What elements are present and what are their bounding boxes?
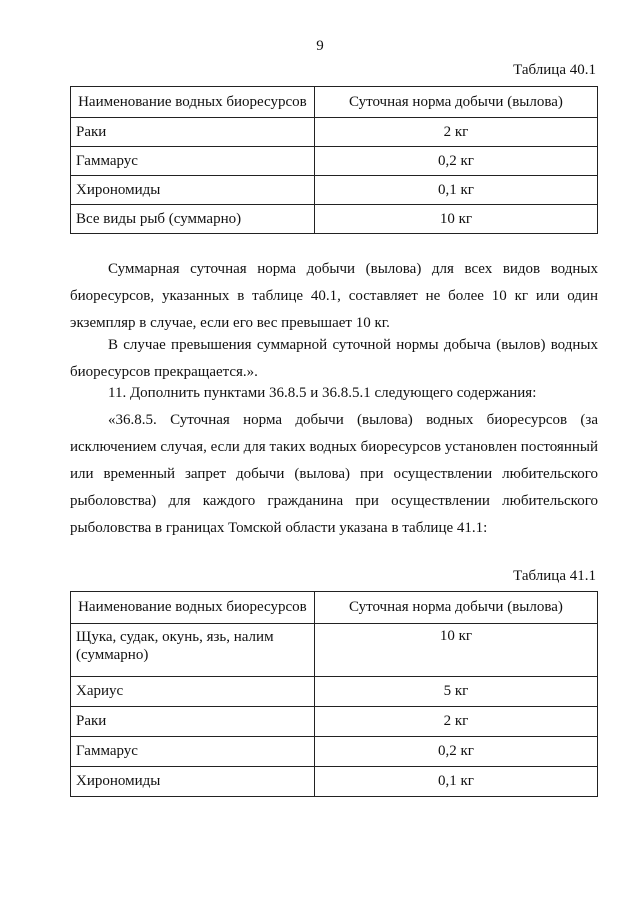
- header-resource-name: Наименование водных биоресурсов: [71, 592, 315, 624]
- resource-name-cell: Хирономиды: [71, 767, 315, 797]
- header-daily-norm: Суточная норма добычи (вылова): [314, 87, 597, 118]
- daily-norm-cell: 0,2 кг: [314, 147, 597, 176]
- daily-norm-cell: 5 кг: [314, 677, 597, 707]
- table-row: [71, 624, 598, 677]
- paragraph-amendment-11: [70, 380, 598, 407]
- paragraph-text: «36.8.5. Суточная норма добычи (вылова) водных биоресурсов (за исключением случая, если для таких водных биоресурсов установлен постоянный или временный запрет добычи (вылова) при осуществлении любительского рыболовства) для каждого гражданина при осуществлении любительского рыболовства в границах Томской области указана в таблице 41.1:: [70, 412, 598, 536]
- table-header-row: [71, 592, 598, 624]
- table-row: [71, 118, 598, 147]
- table-caption-41-1: Таблица 41.1: [513, 568, 596, 584]
- table-row: [71, 707, 598, 737]
- table-row: [71, 737, 598, 767]
- paragraph-exceed-norm: [70, 332, 598, 386]
- table-row: [71, 767, 598, 797]
- catch-norm-table-40-1: [70, 86, 598, 234]
- resource-name-cell: Раки: [71, 707, 315, 737]
- header-daily-norm: Суточная норма добычи (вылова): [314, 592, 597, 624]
- daily-norm-cell: 0,2 кг: [314, 737, 597, 767]
- daily-norm-cell: 2 кг: [314, 118, 597, 147]
- catch-norm-table-41-1: [70, 591, 598, 797]
- table-row: [71, 176, 598, 205]
- daily-norm-cell: 2 кг: [314, 707, 597, 737]
- paragraph-total-norm: [70, 256, 598, 337]
- table-caption-40-1: Таблица 40.1: [513, 62, 596, 78]
- paragraph-text: Суммарная суточная норма добычи (вылова) для всех видов водных биоресурсов, указанных в таблице 40.1, составляет не более 10 кг или один экземпляр в случае, если его вес превышает 10 кг.: [70, 261, 598, 331]
- page-number: 9: [316, 38, 324, 54]
- table-header-row: [71, 87, 598, 118]
- daily-norm-cell: 0,1 кг: [314, 176, 597, 205]
- daily-norm-cell: 10 кг: [314, 624, 597, 677]
- header-resource-name: Наименование водных биоресурсов: [71, 87, 315, 118]
- paragraph-36-8-5: [70, 407, 598, 542]
- table-row: [71, 147, 598, 176]
- resource-name-cell: Хариус: [71, 677, 315, 707]
- resource-name-cell: Гаммарус: [71, 737, 315, 767]
- resource-name-cell: Хирономиды: [71, 176, 315, 205]
- paragraph-text: В случае превышения суммарной суточной нормы добыча (вылов) водных биоресурсов прекращается.».: [70, 337, 598, 380]
- resource-name-cell: Щука, судак, окунь, язь, налим (суммарно): [71, 624, 315, 677]
- daily-norm-cell: 0,1 кг: [314, 767, 597, 797]
- table-row: [71, 677, 598, 707]
- resource-name-cell: Все виды рыб (суммарно): [71, 205, 315, 234]
- resource-name-cell: Гаммарус: [71, 147, 315, 176]
- daily-norm-cell: 10 кг: [314, 205, 597, 234]
- resource-name-cell: Раки: [71, 118, 315, 147]
- paragraph-text: 11. Дополнить пунктами 36.8.5 и 36.8.5.1 следующего содержания:: [108, 385, 537, 401]
- table-row: [71, 205, 598, 234]
